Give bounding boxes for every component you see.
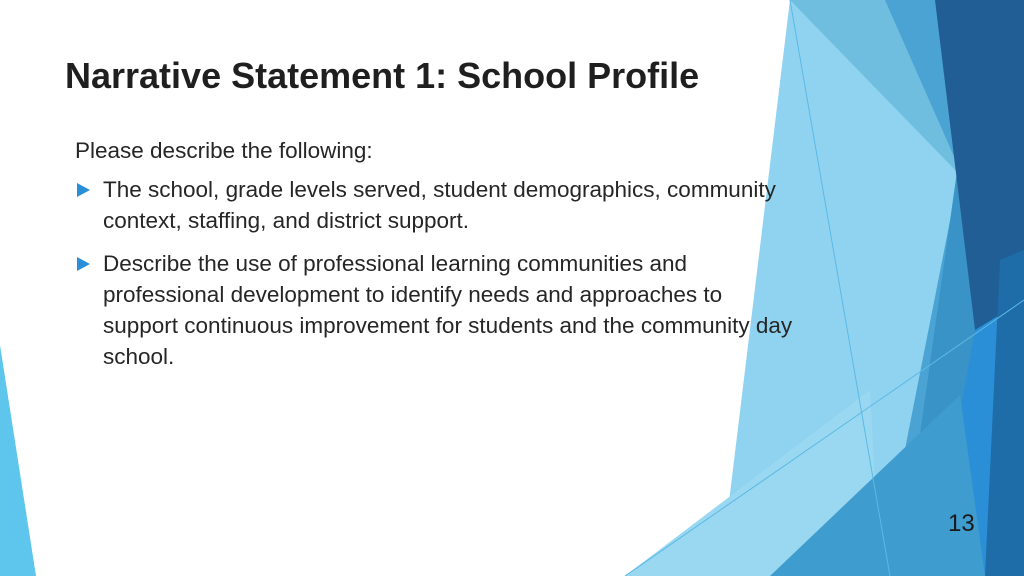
intro-text: Please describe the following: xyxy=(75,138,373,163)
bullet-text: Describe the use of professional learning communities and professional development to identify needs and approaches to support continuous improvement for students and the community day school. xyxy=(103,251,793,369)
slide-title: Narrative Statement 1: School Profile xyxy=(65,55,700,96)
left-accent-shape xyxy=(0,345,36,576)
bullet-item xyxy=(75,248,795,372)
bullet-text: The school, grade levels served, student demographics, community context, staffing, and district support. xyxy=(103,177,776,233)
slide-body xyxy=(75,135,795,384)
triangle-right-icon xyxy=(77,183,90,197)
bullet-list xyxy=(75,174,795,372)
bullet-item xyxy=(75,174,795,236)
triangle-right-icon xyxy=(77,257,90,271)
page-number: 13 xyxy=(948,510,975,537)
